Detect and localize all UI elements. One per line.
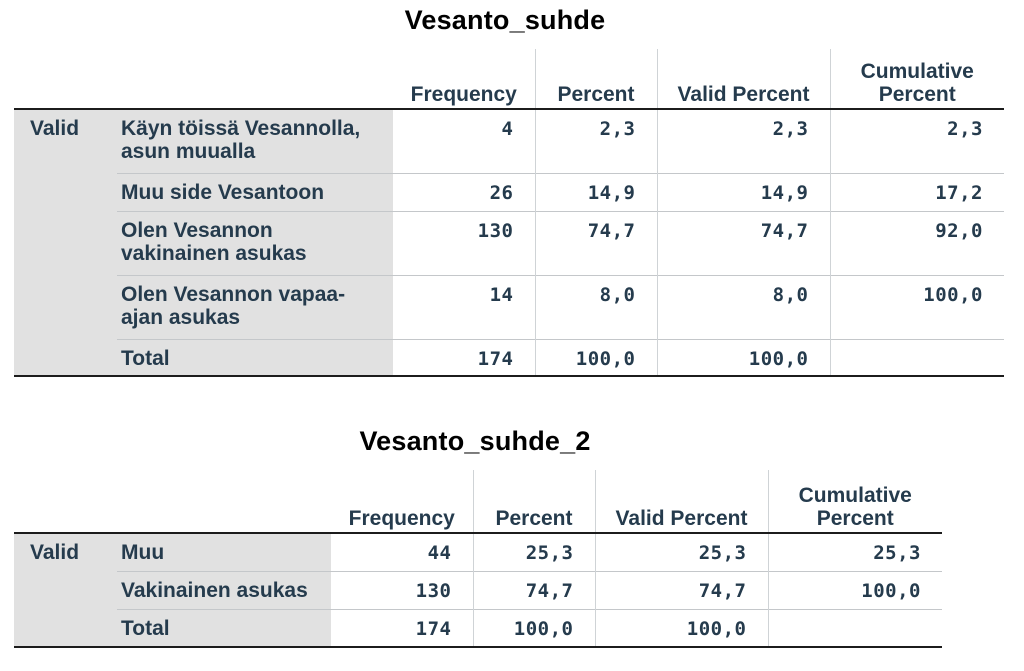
table1-title: Vesanto_suhde xyxy=(404,5,606,35)
header-cumulative-percent xyxy=(768,470,942,533)
cell-cumulative-percent: 25,3 xyxy=(768,533,942,571)
table-row xyxy=(14,275,1004,339)
row-label-total: Total xyxy=(117,339,393,376)
cell-valid-percent: 100,0 xyxy=(595,609,768,647)
table-row-total xyxy=(14,339,1004,376)
row-label-line1: Olen Vesannon xyxy=(121,218,273,242)
row-label: Muu side Vesantoon xyxy=(117,173,393,211)
header-row xyxy=(14,49,1004,109)
row-label: Muu xyxy=(117,533,331,571)
table2-title: Vesanto_suhde_2 xyxy=(359,426,591,456)
cell-cumulative-percent: 100,0 xyxy=(768,571,942,609)
group-label-valid: Valid xyxy=(14,533,117,647)
cell-frequency: 174 xyxy=(477,347,514,370)
table-row xyxy=(14,109,1004,173)
cell-percent: 100,0 xyxy=(473,609,595,647)
cell-frequency: 44 xyxy=(427,542,452,564)
row-label-line1: Käyn töissä Vesannolla, xyxy=(121,117,361,140)
cell-valid-percent: 74,7 xyxy=(657,211,830,275)
header-cumulative-line1: Cumulative xyxy=(798,484,912,507)
cell-valid-percent: 25,3 xyxy=(595,533,768,571)
cell-cumulative-percent xyxy=(830,339,1004,376)
frequency-table-vesanto-suhde-2 xyxy=(14,470,942,648)
cell-percent: 8,0 xyxy=(535,275,657,339)
cell-cumulative-percent xyxy=(768,609,942,647)
header-cumulative-line2: Percent xyxy=(816,507,894,530)
header-corner xyxy=(117,49,393,109)
cell-frequency: 4 xyxy=(501,118,514,140)
group-label-valid: Valid xyxy=(14,109,117,376)
cell-frequency: 130 xyxy=(415,579,452,602)
frequency-table-vesanto-suhde xyxy=(14,49,1004,377)
table-row-total xyxy=(14,609,942,647)
cell-valid-percent: 8,0 xyxy=(657,275,830,339)
row-label: Vakinainen asukas xyxy=(117,571,331,609)
cell-valid-percent: 100,0 xyxy=(657,339,830,376)
cell-valid-percent: 74,7 xyxy=(595,571,768,609)
row-label xyxy=(117,275,393,339)
cell-percent: 14,9 xyxy=(535,173,657,211)
cell-cumulative-percent: 100,0 xyxy=(830,275,1004,339)
header-frequency: Frequency xyxy=(348,507,455,530)
row-label-line2: asun muualla xyxy=(121,140,256,163)
header-cumulative-percent xyxy=(830,49,1004,109)
cell-frequency: 130 xyxy=(477,219,514,242)
cell-frequency: 26 xyxy=(489,181,514,204)
header-valid-percent: Valid Percent xyxy=(595,470,768,533)
cell-percent: 74,7 xyxy=(473,571,595,609)
table-row xyxy=(14,571,942,609)
header-frequency: Frequency xyxy=(410,83,517,106)
cell-frequency: 174 xyxy=(415,617,452,640)
row-label-line2: vakinainen asukas xyxy=(121,241,307,265)
header-percent: Percent xyxy=(535,49,657,109)
cell-percent: 25,3 xyxy=(473,533,595,571)
cell-percent: 2,3 xyxy=(535,109,657,173)
row-label-total: Total xyxy=(117,609,331,647)
header-percent: Percent xyxy=(473,470,595,533)
cell-valid-percent: 14,9 xyxy=(657,173,830,211)
row-label xyxy=(117,211,393,275)
table-row xyxy=(14,211,1004,275)
cell-cumulative-percent: 92,0 xyxy=(830,211,1004,275)
table-row xyxy=(14,533,942,571)
header-cumulative-line2: Percent xyxy=(878,83,956,106)
cell-cumulative-percent: 17,2 xyxy=(830,173,1004,211)
header-corner xyxy=(14,49,117,109)
header-cumulative-line1: Cumulative xyxy=(860,60,974,83)
cell-percent: 74,7 xyxy=(535,211,657,275)
row-label-line2: ajan asukas xyxy=(121,305,241,329)
header-corner xyxy=(14,470,117,533)
row-label-line1: Olen Vesannon vapaa- xyxy=(121,282,346,306)
table-row xyxy=(14,173,1004,211)
cell-percent: 100,0 xyxy=(535,339,657,376)
header-valid-percent: Valid Percent xyxy=(657,49,830,109)
cell-valid-percent: 2,3 xyxy=(657,109,830,173)
cell-frequency: 14 xyxy=(489,283,514,306)
header-row xyxy=(14,470,942,533)
cell-cumulative-percent: 2,3 xyxy=(830,109,1004,173)
row-label xyxy=(117,109,393,173)
header-corner xyxy=(117,470,331,533)
